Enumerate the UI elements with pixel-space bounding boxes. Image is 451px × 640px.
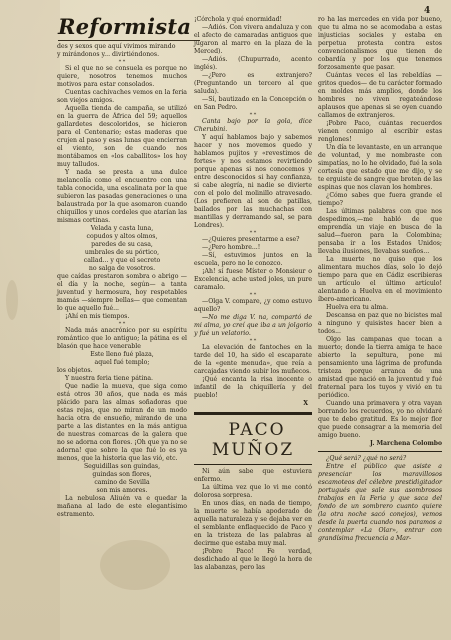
author-signature: J. Marchena Colombo: [369, 440, 442, 447]
paragraph: —Sí, bautizado en la Concepción o en San Pedro.: [194, 96, 312, 111]
paragraph: —¿Pero es extranjero? (Preguntando un tercero al que saluda).: [194, 72, 312, 95]
article-divider: [318, 451, 442, 452]
paragraph: des y sexos que aquí vivimos mirando: [57, 43, 176, 50]
paragraph: que caídas prestaron sombra o abrigo —el día y la noche, según— a tanta juventud y hermosura, hoy respetables mamás —siempre bellas— que comentan lo que aquello fué...: [57, 273, 187, 312]
paragraph: —Adiós. Con vivera andaluza y con el afecto de camaradas antiguos que jugaron al marro en la plaza de la Merced).: [194, 24, 312, 55]
article-divider: [194, 412, 312, 415]
masthead-title: Reformista: [58, 14, 192, 39]
section-end-mark: X: [303, 400, 308, 407]
paragraph: ro ha las mercedes en vida por bueno, que tu alma no se acomodaba a estas injusticias sociales y estaba en perpetua protesta contra estos convencionalismos que tienen de cobardía y por los que tenemos forzosamente que pasar.: [318, 16, 442, 71]
paragraph: Ni aún sabe que estuviera enfermo.: [194, 468, 312, 483]
column-2: [194, 16, 312, 572]
paragraph: Que nadie la mueva, que siga como está otros 30 años, que nada es más plácido para las almas soñadoras que estas rejas, que no miran de un modo hacia otra de ensueño, mirando de una parte a las distantes en la más antigua de nuestras comarcas de la galera que no se adorna con flores. ¡Oh que ya no se adorna! que sobre la que fué lo es ya menos, que la historia que las vió, etc.: [57, 383, 187, 462]
verse-line: umbrales de su pórtico,: [84, 249, 160, 256]
article-title: PACO MUÑOZ: [211, 420, 295, 460]
section-divider: * *: [249, 292, 257, 298]
paragraph: —Sí, estuvimos juntos en la escuela, pero no le conozco.: [194, 252, 312, 267]
section-divider: * *: [249, 338, 257, 344]
section-divider: * *: [118, 321, 126, 327]
paragraph: Y nada se presta a una dulce melancolía como el encuentro con una tabla conocida, una escalinata por la que subieron las pasadas generaciones o una balaustrada por la que asomaron cuando chiquillos y unos cordeles que atarían las mismas cortinas.: [57, 169, 187, 224]
paragraph: La muerte no quiso que los alimentara muchos días, solo lo dejó tiempo para que en Cádiz escribieras un artículo el último artículo! alentando a Huelva en el movimiento íbero-americano.: [318, 256, 442, 303]
page-number: 4: [424, 6, 431, 16]
paragraph: ¡Ah! sí fuese Míster o Monsieur o Excelencia, ache usted joles, un pure caramalo.: [194, 268, 312, 291]
section-divider: * *: [249, 230, 257, 236]
paragraph: —¿Pero hombre...!: [202, 244, 261, 251]
paragraph: ¡Ahí en mis tiempos.: [65, 313, 130, 320]
paragraph: ¡Córchola y qué enormidad!: [194, 16, 283, 23]
paragraph: Canta bajo por la gola, dice Cherubini.: [194, 118, 312, 133]
column-1: [57, 43, 187, 519]
paragraph: Y nuestra feria tiene pátina.: [65, 375, 153, 382]
paragraph: Si el que no se consuela es porque no quiere, nosotros tenemos muchos motivos para estar consolados.: [57, 65, 187, 88]
paragraph: ¡Qué encanta la risa inocente o infantil de la chiquillería y del pueblo!: [194, 376, 312, 399]
paper-stain: [100, 540, 170, 590]
paragraph: Las últimas palabras con que nos despedimos,—me habló de que emprendía un viaje en busca de la salud—fueron para la Colombina; pensaba ir a los Estados Unidos; llevaba ilusiones, llevabas sueños...: [318, 208, 442, 255]
verse-line: Este lleno fué plaza,: [90, 351, 154, 358]
paper-stain: [6, 280, 18, 320]
column-3: [318, 16, 442, 543]
paragraph: En unos días, en nada de tiempo, la muerte se había apoderado de aquella naturaleza y se dejaba ver en el semblante enflaquecido de Paco y en la tristeza de las palabras al decirme que estaba muy mal.: [194, 500, 312, 547]
verse-line: no salga de vosotros.: [88, 265, 156, 272]
paragraph: —Olga V. compare, ¿y como estuvo aquello?: [194, 298, 312, 313]
verse-line: camino de Sevilla: [94, 479, 150, 486]
paragraph: Cuando una primavera y otra vayan borrando los recuerdos, yo no olvidaré que te debo gratitud. Es lo mejor flor que puede consagrar a la memoria del amigo bueno.: [318, 400, 442, 439]
verse-line: Velada y casta luna,: [90, 225, 154, 232]
verse-line: aquel fué templo;: [94, 359, 150, 366]
title-rule: [194, 464, 312, 465]
paragraph: Un día te levantaste, en un arranque de voluntad, y me nombraste con simpatías, no lo he olvidado, fué la sola cortesía que estado que me dijo, y se te erguiste de sangre que broten de las espinas que nos clavan los hombres.: [318, 144, 442, 191]
paragraph: Cuentas cachivaches vemos en la feria son viejos amigos.: [57, 89, 187, 104]
paragraph: —No me diga V. na, compartó de mi alma, yo creí que iba a un jolgorio y fué un velatorio.: [194, 314, 312, 337]
paragraph: La nebulosa Aliuén va e quedar la mañana al lado de este elegantísimo estramento.: [57, 495, 187, 518]
paragraph: —Adiós. (Chupurrado, acento inglés).: [194, 56, 312, 71]
paragraph: y mirándonos y... divirtiéndonos.: [57, 51, 160, 58]
paragraph: Nada más anacrónico por su espíritu romántico que lo antiguo; la pátina es el blasón que hace venerable: [57, 327, 187, 350]
paragraph: —¿Quieres presentarme a ese?: [202, 236, 300, 243]
section-divider: * *: [118, 59, 126, 65]
verse-line: Seguidillas son guindas,: [83, 463, 161, 470]
masthead-rule: [58, 40, 200, 41]
section-divider: * *: [249, 112, 257, 118]
section-heading: ¿Qué será? ¿qué no será?: [326, 455, 407, 462]
verse-line: copudos y altos olmos,: [86, 233, 158, 240]
paragraph: ¿Cómo sabes que fuera grande el tiempo?: [318, 192, 442, 207]
paragraph: La elevación de fantoches en la tarde del 10, ha sido el escaparate de la «gente menuda», que reía a carcajadas viendo subir los muñecos.: [194, 344, 312, 375]
paragraph: los objetos.: [57, 367, 93, 374]
verse-line: paredes de su casa,: [91, 241, 153, 248]
paragraph: ¡Pobre Paco, cuántas recuerdos vienen conmigo al escribir estas renglones!: [318, 120, 442, 143]
paragraph: ¡Pobre Paco! Fe verdad, desdichado al que le llegó la hora de las alabanzas, pero las: [194, 548, 312, 571]
verse-line: callad... y que el secreto: [83, 257, 161, 264]
paragraph: Y aquí hablamos bajo y sabemos hacer y nos movemos quedo y hablamos pujitos y «revestimos de fortes» y nos estamos revirtiendo porque apenas si nos conocemos y entre desconocidos si hay confianza, si cabe alegría, ni nadie se divierte con el polo del molinillo atravesado. (Los prefieren al son de patillas, bailados por las muchachas con mantillas y derramando sal, se para Londres).: [194, 134, 312, 229]
verse-line: son mis amores.: [96, 487, 148, 494]
paragraph: Descansa en paz que no bicistes mal a ninguno y quisistes hacer bien a todos...: [318, 312, 442, 335]
paragraph: Huelva era tu alma.: [326, 304, 389, 311]
verse-line: guindas son flores,: [92, 471, 152, 478]
paragraph: La última vez que lo vi me contó dolorosa sorpresa.: [194, 484, 312, 499]
paragraph: Cuántas veces el las rebeldías —gritos quedos— de tu carácter formado en moldes más amplios, donde los hombres no viven regateándose aplausos que apenas si se oyen cuando callamos de extranjeros.: [318, 72, 442, 119]
margin-shading: [0, 0, 60, 640]
paragraph: Entre el público que asiste a presenciar los maravillosos escamoteos del célebre prestidigitador portugués que sale sus asombrosos trabajos en la Feria y que saca del fondo de un sombrero cuanto quiere (la otra noche sacó conejos), vemos desde la puerta cuando nos paramos a contemplar «La Olar», entrar con grandísima frecuencia a Mar-: [318, 463, 442, 542]
paragraph: Aquella tienda de campaña, se utilizó en la guerra de África del 59; aquellos gallardetes descoloridos, se hicieron para el Centenario; estas maderas que crujen al paso y esas lunas que encierran el viento, son de cuando nos montábamos en «los caballitos» los hoy muy talludos.: [57, 105, 187, 168]
paragraph: Olgo las campanas que tocan a muerto; donde la tierra amiga te hace abierto la sepultura, pone mi pensamiento una lágrima de profunda tristeza porque arranca de una amistad que nació en la juventud y fué fraternal para los tuyos y vivió en tu periódico.: [318, 336, 442, 399]
